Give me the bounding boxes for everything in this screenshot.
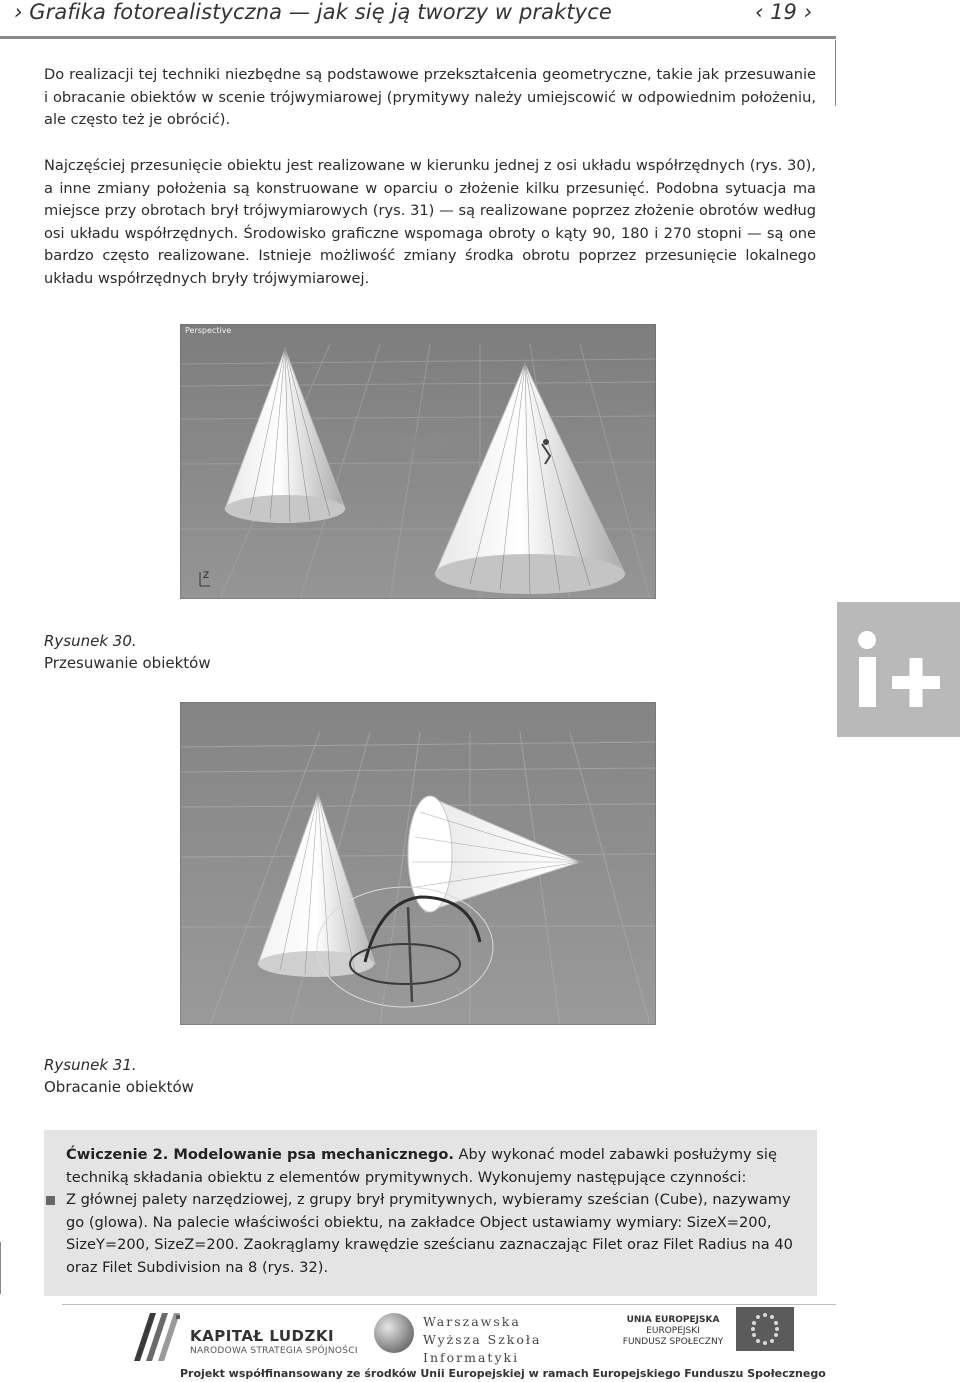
exercise-step-1: Z głównej palety narzędziowej, z grupy brył prymitywnych, wybieramy sześcian (Cube), nazywamy go (glowa). Na palecie właściwości obiektu, na zakładce Object ustawiamy wymiary: SizeX=200, SizeY=200, SizeZ=200. Zaokrąglamy krawędzie sześcianu zaznaczając Filet oraz Filet Radius na 40 oraz Filet Subdivision na 8 (rys. 32). xyxy=(66,1191,793,1276)
paragraph-1: Do realizacji tej techniki niezbędne są podstawowe przekształcenia geometryczne, takie jak przesuwanie i obracanie obiektów w scenie trójwymiarowej (prymitywy należy umiejscowić w odpowiednim położeniu, ale często też je obrócić). xyxy=(44,66,816,129)
footer xyxy=(0,1305,960,1382)
eu-line-1: UNIA EUROPEJSKA xyxy=(626,1315,720,1325)
caption-figure-30 xyxy=(44,630,211,674)
exercise-box xyxy=(44,1130,817,1296)
wwsi-line-3: Informatyki xyxy=(423,1350,520,1365)
margin-rule-left xyxy=(0,1242,1,1294)
bullet-square-icon xyxy=(46,1196,55,1205)
paragraph-2: Najczęściej przesunięcie obiektu jest realizowane w kierunku jednej z osi układu współrzędnych (rys. 30), a inne zmiany położenia są konstruowane w oparciu o złożenie kilku przesunięć. Podobna sytuacja ma miejsce przy obrotach brył trójwymiarowych (rys. 31) — są realizowane poprzez złożenie obrotów według osi układu współrzędnych. Środowisko graficzne wspomaga obroty o kąty 90, 180 i 270 stopni — są one bardzo często realizowane. Istnieje możliwość zmiany środka obrotu poprzez przesunięcie lokalnego układu współrzędnych bryły trójwymiarowej. xyxy=(44,157,816,287)
caption-number: Rysunek 31. xyxy=(44,1056,137,1074)
kapital-ludzki-logo xyxy=(126,1309,188,1364)
caption-text: Obracanie obiektów xyxy=(44,1078,194,1096)
side-tab-iplus xyxy=(837,602,960,737)
caption-figure-31 xyxy=(44,1054,194,1098)
wwsi-logo xyxy=(372,1311,416,1355)
header-rule xyxy=(0,36,836,39)
exercise-text xyxy=(66,1144,806,1280)
eu-label xyxy=(620,1315,726,1348)
figure-31-image xyxy=(180,702,656,1025)
exercise-intro: Aby wykonać model zabawki posłużymy się techniką składania obiektu z elementów prymitywnych. Wykonujemy następujące czynności: xyxy=(66,1146,777,1186)
header-title-text: Grafika fotorealistyczna — jak się ją tworzy w praktyce xyxy=(29,0,612,24)
header-title xyxy=(14,0,612,24)
margin-rule-right xyxy=(835,40,836,106)
caption-text: Przesuwanie obiektów xyxy=(44,654,211,672)
kapital-ludzki-name: KAPITAŁ LUDZKI xyxy=(190,1327,335,1345)
caption-number: Rysunek 30. xyxy=(44,632,137,650)
wwsi-line-2: Wyższa Szkoła xyxy=(423,1332,542,1347)
eu-line-2: EUROPEJSKI xyxy=(646,1326,700,1336)
kapital-ludzki-subtitle: NARODOWA STRATEGIA SPÓJNOŚCI xyxy=(190,1346,358,1356)
chevron-right-icon: › xyxy=(14,0,23,24)
figure-30-image xyxy=(180,324,656,599)
eu-line-3: FUNDUSZ SPOŁECZNY xyxy=(622,1337,724,1347)
eu-flag-icon xyxy=(736,1307,794,1351)
viewport-label: Perspective xyxy=(185,326,232,335)
axis-label: Z xyxy=(203,571,210,581)
running-header xyxy=(0,0,960,26)
page-number: ‹ 19 › xyxy=(755,0,812,24)
iplus-icon xyxy=(837,602,960,737)
wwsi-line-1: Warszawska xyxy=(423,1314,521,1329)
cofinancing-note: Projekt współfinansowany ze środków Unii Europejskiej w ramach Europejskiego Funduszu Społecznego xyxy=(180,1367,826,1380)
wwsi-name xyxy=(423,1313,541,1367)
exercise-title: Ćwiczenie 2. Modelowanie psa mechanicznego. xyxy=(66,1146,454,1163)
